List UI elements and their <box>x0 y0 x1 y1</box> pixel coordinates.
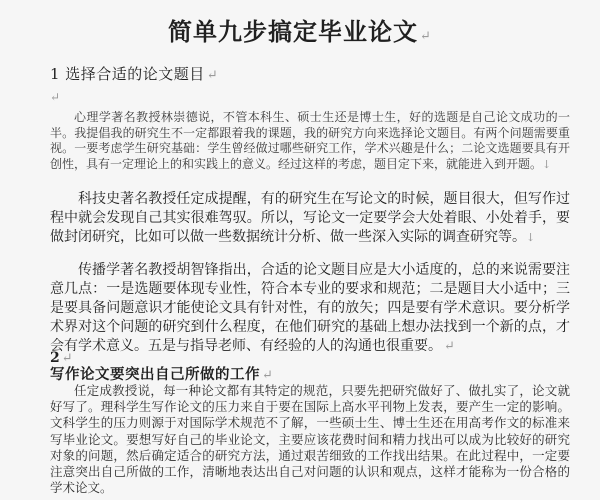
section-2-heading: 写作论文要突出自己所做的工作 ↵ <box>50 366 274 383</box>
section-1-paragraph-1: 心理学著名教授林崇德说，不管本科生、硕士生还是博士生，好的选题是自己论文成功的一半。我提倡我的研究生不一定都跟着我的课题，我的研究方向来选择论文题目。有两个问题需要重视。一要考虑学生研究基础：学生曾经做过哪些研究工作，学术兴趣是什么；二论文选题要具有开创性，具有一定理论上的和实践上的意义。经过这样的考虑，题目定下来，就能进入到开题。↓ <box>50 110 570 171</box>
paragraph-mark-icon: ↵ <box>206 68 219 83</box>
line-break-icon: ↓ <box>526 231 536 244</box>
section-1-heading: 1 选择合适的论文题目 ↵ <box>50 65 219 83</box>
document-title <box>0 12 600 47</box>
paragraph-mark-icon: ↵ <box>61 351 73 366</box>
paragraph-mark-icon: ↵ <box>262 368 274 383</box>
section-2-number: 2 ↵ <box>50 350 73 366</box>
section-2-paragraph-1: 任定成教授说，每一种论文都有其特定的规范，只要先把研究做好了、做扎实了，论文就好写了。理科学生写作论文的压力来自于要在国际上高水平刊物上发表，要产生一定的影响。文科学生的压力则源于对国际学术规范不了解，一些硕士生、博士生还在用高考作文的标准来写毕业论文。要想写好自己的毕业论文，主要应该花费时间和精力找出可以成为比较好的研究对象的问题，然后确定适合的研究方法，通过艰苦细致的工作找出结果。在此过程中，一定要注意突出自己所做的工作，清晰地表达出自己对问题的认识和观点，这样才能称为一份合格的学术论文。 <box>50 383 570 496</box>
line-break-icon: ↓ <box>542 157 552 171</box>
section-1-paragraph-3: 传播学著名教授胡智锋指出，合适的论文题目应是大小适度的，总的来说需要注意几点：一是选题要体现专业性，符合本专业的要求和规范；二是题目大小适中；三是要具备问题意识才能使论文具有针对性，有的放矢；四是要有学术意识。要分析学术界对这个问题的研究到什么程度，在他们研究的基础上想办法找到一个新的点，才会有学术意义。五是与指导老师、有经验的人的沟通也很重要。 ↵ <box>50 262 570 354</box>
section-1-paragraph-2: 科技史著名教授任定成提醒，有的研究生在写论文的时候，题目很大，但写作过程中就会发现自己其实很难驾驭。所以，写论文一定要学会大处着眼、小处着手，要做封闭研究，比如可以做一些数据统计分析、做一些深入实际的调查研究等。↓ <box>50 191 570 245</box>
document-title-text: 简单九步搞定毕业论文 <box>168 17 419 46</box>
paragraph-mark-icon: ↵ <box>420 29 432 44</box>
paragraph-mark-icon: ↵ <box>444 339 455 354</box>
empty-paragraph-mark-icon: ↵ <box>50 90 61 104</box>
